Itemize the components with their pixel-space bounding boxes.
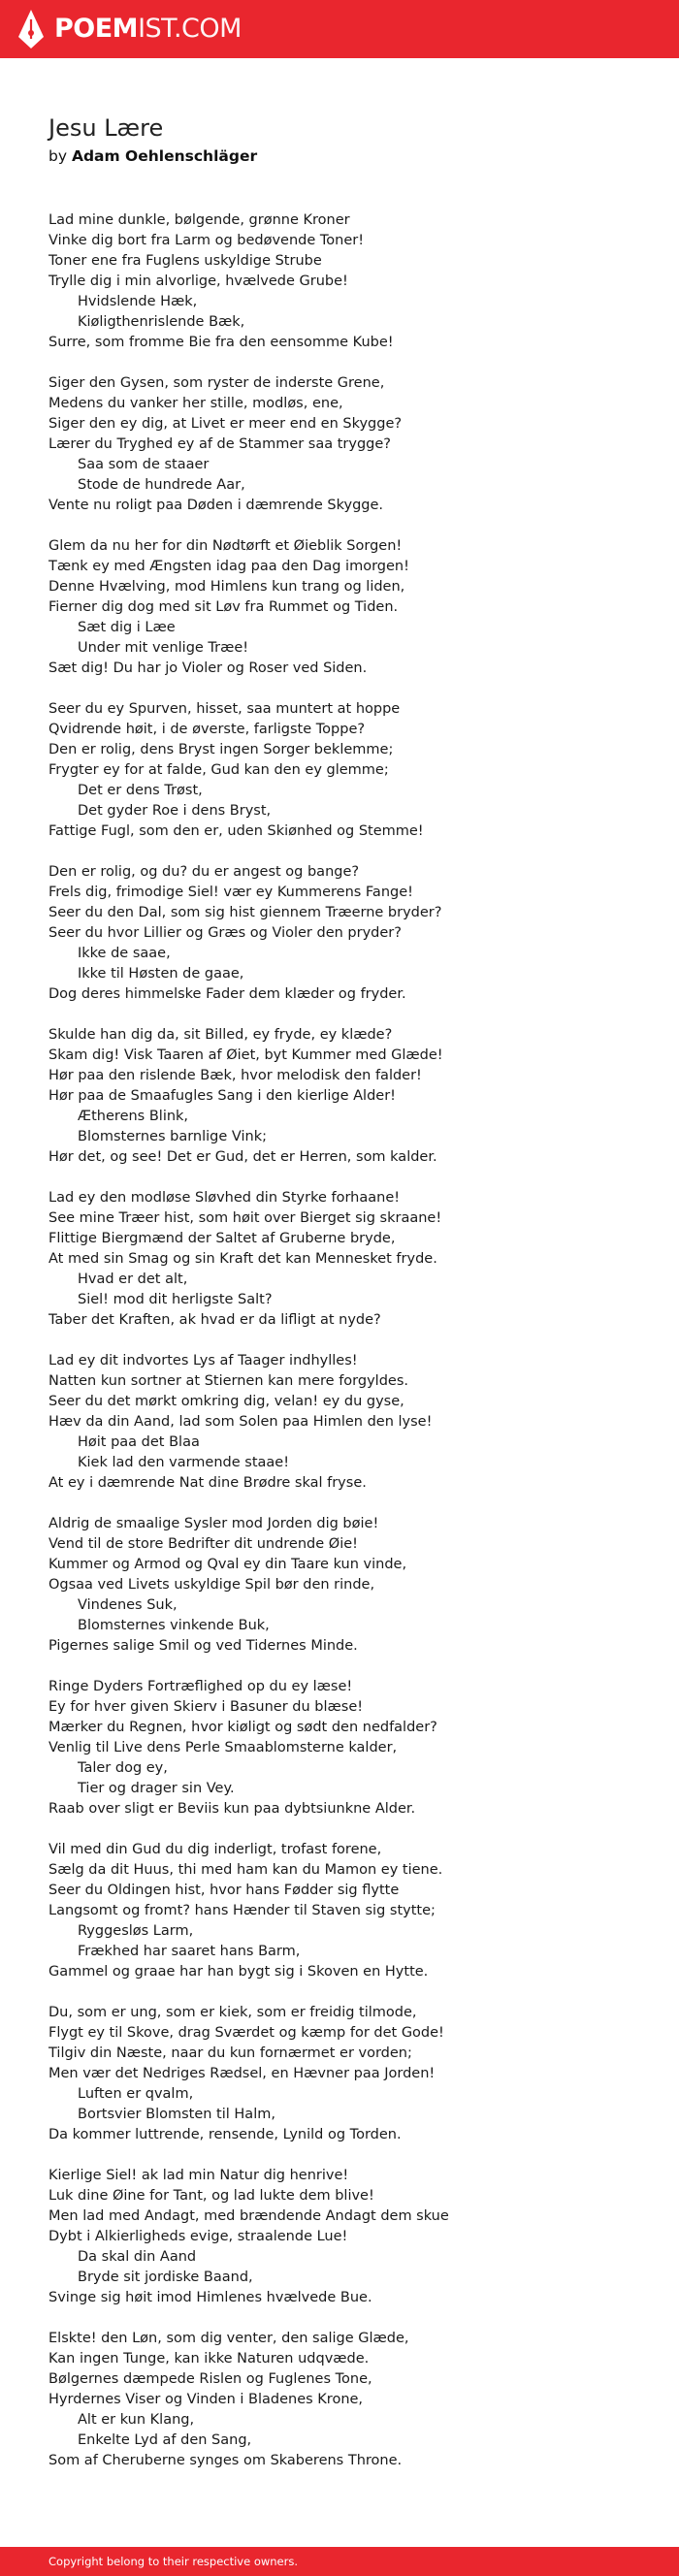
poem-line: Vindenes Suk, <box>78 1597 178 1613</box>
poem-line: Denne Hvælving, mod Himlens kun trang og liden, <box>48 579 405 595</box>
stanza <box>48 373 640 516</box>
poem-byline <box>48 146 640 166</box>
poem-line: Ryggesløs Larm, <box>78 1923 194 1939</box>
poem-line: Men lad med Andagt, med brændende Andagt dem skue <box>48 2208 449 2224</box>
pen-nib-icon <box>17 10 45 48</box>
logo-text-light: IST.COM <box>138 14 242 44</box>
stanza <box>48 1840 640 1982</box>
poem-line: Flittige Biergmænd der Saltet af Gruberne bryde, <box>48 1231 396 1246</box>
poem-line: Vente nu roligt paa Døden i dæmrende Skygge. <box>48 498 384 513</box>
stanza <box>48 862 640 1005</box>
poem-line: Frygter ey for at falde, Gud kan den ey glemme; <box>48 762 389 778</box>
poem-line: Luften er qvalm, <box>78 2086 194 2102</box>
poem-line: Natten kun sortner at Stiernen kan mere forgyldes. <box>48 1373 408 1389</box>
poem-line: Tilgiv din Næste, naar du kun fornærmet er vorden; <box>48 2045 412 2061</box>
poem-line: Hør paa de Smaafugles Sang i den kierlige Alder! <box>48 1088 396 1104</box>
poem-line: Pigernes salige Smil og ved Tidernes Minde. <box>48 1638 358 1654</box>
poem-line: Da skal din Aand <box>78 2249 197 2265</box>
poem-line: Trylle dig i min alvorlige, hvælvede Grube! <box>48 274 348 289</box>
poem-line: Lad ey dit indvortes Lys af Taager indhylles! <box>48 1353 358 1368</box>
poem-line: Luk dine Øine for Tant, og lad lukte dem blive! <box>48 2188 374 2204</box>
poem-line: Frækhed har saaret hans Barm, <box>78 1944 301 1959</box>
poem-line: Siger den ey dig, at Livet er meer end en Skygge? <box>48 416 403 432</box>
poem-line: Taber det Kraften, ak hvad er da lifligt at nyde? <box>48 1312 381 1328</box>
poem-line: Ikke de saae, <box>78 946 171 961</box>
by-label: by <box>48 147 68 165</box>
poem-line: Lad ey den modløse Sløvhed din Styrke forhaane! <box>48 1190 401 1206</box>
poem-line: Surre, som fromme Bie fra den eensomme Kube! <box>48 335 394 350</box>
poem-line: Stode de hundrede Aar, <box>78 477 245 493</box>
poem-line: Hvidslende Hæk, <box>78 294 198 309</box>
poem-line: Lad mine dunkle, bølgende, grønne Kroner <box>48 212 350 228</box>
poem-line: Siel! mod dit herligste Salt? <box>78 1292 273 1307</box>
stanza <box>48 210 640 353</box>
poem-line: Bølgernes dæmpede Rislen og Fuglenes Tone, <box>48 2371 372 2387</box>
poem-line: Blomsternes barnlige Vink; <box>78 1129 267 1144</box>
poem-line: Toner ene fra Fuglens uskyldige Strube <box>48 253 322 269</box>
poem-line: Fattige Fugl, som den er, uden Skiønhed og Stemme! <box>48 823 424 839</box>
poem-line: Mærker du Regnen, hvor kiøligt og sødt den nedfalder? <box>48 1720 437 1735</box>
poem-line: Det gyder Roe i dens Bryst, <box>78 803 272 819</box>
stanza <box>48 1351 640 1494</box>
poem-line: Dog deres himmelske Fader dem klæder og fryder. <box>48 986 406 1002</box>
poem-line: Blomsternes vinkende Buk, <box>78 1618 270 1633</box>
poem-line: Den er rolig, dens Bryst ingen Sorger beklemme; <box>48 742 394 757</box>
poem-line: Som af Cheruberne synges om Skaberens Throne. <box>48 2453 403 2468</box>
poem-line: Elskte! den Løn, som dig venter, den salige Glæde, <box>48 2331 409 2346</box>
poem-line: Kummer og Armod og Qval ey din Taare kun vinde, <box>48 1557 407 1572</box>
poem-line: Tier og drager sin Vey. <box>78 1781 235 1796</box>
poem-line: Hvad er det alt, <box>78 1272 188 1287</box>
poem-line: Frels dig, frimodige Siel! vær ey Kummerens Fange! <box>48 885 413 900</box>
author-link[interactable]: Adam Oehlenschläger <box>71 147 258 165</box>
poem-line: Skam dig! Visk Taaren af Øiet, byt Kummer med Glæde! <box>48 1047 443 1063</box>
poem-line: Ogsaa ved Livets uskyldige Spil bør den rinde, <box>48 1577 375 1593</box>
poem-line: Ætherens Blink, <box>78 1109 189 1124</box>
poem-line: Kiek lad den varmende staae! <box>78 1455 290 1470</box>
poem-line: Hæv da din Aand, lad som Solen paa Himlen den lyse! <box>48 1414 433 1430</box>
poem-line: Du, som er ung, som er kiek, som er freidig tilmode, <box>48 2005 417 2020</box>
poem-line: Saa som de staaer <box>78 457 210 472</box>
site-logo-text <box>54 10 242 48</box>
poem-line: Vend til de store Bedrifter dit undrende Øie! <box>48 1536 358 1552</box>
poem-title: Jesu Lære <box>48 114 164 142</box>
poem-line: See mine Træer hist, som høit over Bierget sig skraane! <box>48 1210 442 1226</box>
poem-line: Vil med din Gud du dig inderligt, trofast forene, <box>48 1842 382 1857</box>
site-logo[interactable] <box>17 10 242 48</box>
stanza <box>48 2166 640 2308</box>
poem-line: Hyrdernes Viser og Vinden i Bladenes Krone, <box>48 2392 364 2407</box>
poem-line: Siger den Gysen, som ryster de inderste Grene, <box>48 375 385 391</box>
poem-line: Bortsvier Blomsten til Halm, <box>78 2107 275 2122</box>
poem-line: Høit paa det Blaa <box>78 1434 200 1450</box>
poem-line: Raab over sligt er Beviis kun paa dybtsiunkne Alder. <box>48 1801 416 1817</box>
stanza <box>48 2329 640 2471</box>
poem-line: Fierner dig dog med sit Løv fra Rummet og Tiden. <box>48 599 399 615</box>
poem-line: Det er dens Trøst, <box>78 783 203 798</box>
poem-line: Tænk ey med Ængsten idag paa den Dag imorgen! <box>48 559 409 574</box>
poem-line: Gammel og graae har han bygt sig i Skoven en Hytte. <box>48 1964 429 1980</box>
poem-line: Ringe Dyders Fortræflighed op du ey læse! <box>48 1679 353 1694</box>
poem-line: Langsomt og fromt? hans Hænder til Staven sig stytte; <box>48 1903 436 1918</box>
site-footer <box>0 2547 679 2576</box>
poem-line: Vinke dig bort fra Larm og bedøvende Toner! <box>48 233 365 248</box>
stanza <box>48 1677 640 1819</box>
poem-line: Sæt dig i Læe <box>78 620 176 635</box>
poem-line: Svinge sig høit imod Himlenes hvælvede Bue. <box>48 2290 372 2305</box>
poem-line: Sælg da dit Huus, thi med ham kan du Mamon ey tiene. <box>48 1862 443 1878</box>
poem-line: Venlig til Live dens Perle Smaablomsterne kalder, <box>48 1740 398 1755</box>
stanza <box>48 1514 640 1657</box>
poem-line: Bryde sit jordiske Baand, <box>78 2270 253 2285</box>
poem-line: Flygt ey til Skove, drag Sværdet og kæmp for det Gode! <box>48 2025 444 2041</box>
poem-line: Seer du Oldingen hist, hvor hans Fødder sig flytte <box>48 1883 400 1898</box>
logo-text-bold: POEM <box>54 14 139 44</box>
stanza <box>48 2003 640 2145</box>
poem-line: Aldrig de smaalige Sysler mod Jorden dig bøie! <box>48 1516 379 1531</box>
poem-line: Ikke til Høsten de gaae, <box>78 966 244 982</box>
poem-line: Hør det, og see! Det er Gud, det er Herren, som kalder. <box>48 1149 437 1165</box>
poem-line: At med sin Smag og sin Kraft det kan Mennesket fryde. <box>48 1251 437 1267</box>
poem-line: Ey for hver given Skierv i Basuner du blæse! <box>48 1699 364 1715</box>
poem-line: Skulde han dig da, sit Billed, ey fryde, ey klæde? <box>48 1027 393 1043</box>
poem-line: Alt er kun Klang, <box>78 2412 195 2428</box>
poem-line: Under mit venlige Træe! <box>78 640 249 656</box>
poem-line: Lærer du Tryghed ey af de Stammer saa trygge? <box>48 436 391 452</box>
stanza <box>48 1188 640 1331</box>
poem-line: Dybt i Alkierligheds evige, straalende Lue! <box>48 2229 348 2244</box>
poem-line: Kan ingen Tunge, kan ikke Naturen udqvæde. <box>48 2351 370 2367</box>
poem-line: Seer du det mørkt omkring dig, velan! ey du gyse, <box>48 1394 404 1409</box>
poem-line: Men vær det Nedriges Rædsel, en Hævner paa Jorden! <box>48 2066 436 2081</box>
poem-line: Seer du ey Spurven, hisset, saa muntert at hoppe <box>48 701 401 717</box>
copyright-text: Copyright belong to their respective owners. <box>48 2555 299 2568</box>
poem-line: Qvidrende høit, i de øverste, farligste Toppe? <box>48 722 366 737</box>
stanza <box>48 699 640 842</box>
poem-line: Hør paa den rislende Bæk, hvor melodisk den falder! <box>48 1068 422 1083</box>
site-header <box>0 0 679 58</box>
poem-line: Glem da nu her for din Nødtørft et Øieblik Sorgen! <box>48 538 403 554</box>
poem-line: Seer du den Dal, som sig hist giennem Træerne bryder? <box>48 905 442 920</box>
stanza <box>48 536 640 679</box>
poem-body <box>48 210 640 2471</box>
stanza <box>48 1025 640 1168</box>
poem-line: Kiøligthenrislende Bæk, <box>78 314 245 330</box>
poem-line: Seer du hvor Lillier og Græs og Violer den pryder? <box>48 925 402 941</box>
poem-line: Enkelte Lyd af den Sang, <box>78 2432 252 2448</box>
poem-line: Den er rolig, og du? du er angest og bange? <box>48 864 360 880</box>
poem-line: Medens du vanker her stille, modløs, ene, <box>48 396 343 411</box>
poem-content <box>48 113 640 2492</box>
poem-line: At ey i dæmrende Nat dine Brødre skal fryse. <box>48 1475 367 1491</box>
poem-line: Da kommer luttrende, rensende, Lynild og Torden. <box>48 2127 402 2142</box>
poem-line: Sæt dig! Du har jo Violer og Roser ved Siden. <box>48 660 368 676</box>
poem-line: Taler dog ey, <box>78 1760 168 1776</box>
poem-line: Kierlige Siel! ak lad min Natur dig henrive! <box>48 2168 349 2183</box>
